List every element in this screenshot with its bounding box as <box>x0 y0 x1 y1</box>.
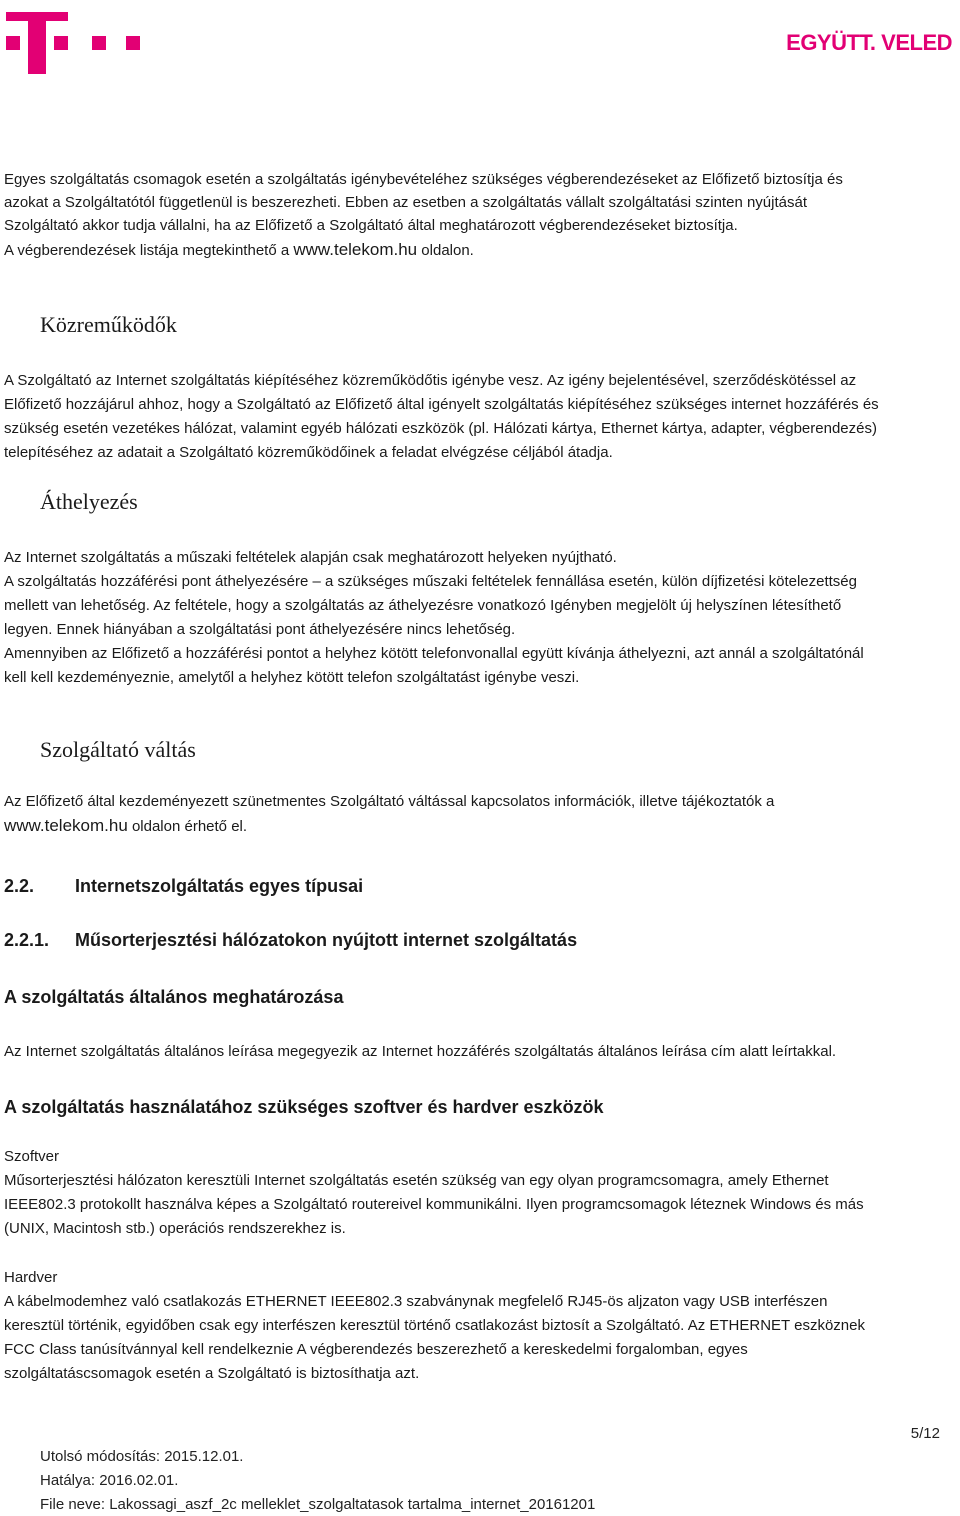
hardver-line-2: keresztül történik, egyidőben csak egy interfészen keresztül történő csatlakozást biztosít a Szolgáltató. Az ETHERNET eszköznek <box>4 1317 865 1334</box>
athelyezes-line-2: A szolgáltatás hozzáférési pont áthelyezésére – a szükséges műszaki feltételek fennállása esetén, külön díjfizetési kötelezettség <box>4 573 857 590</box>
telekom-link-2[interactable]: www.telekom.hu <box>4 816 128 835</box>
slogan: EGYÜTT. VELED <box>786 30 952 55</box>
athelyezes-line-6: kell kell kezdeményeznie, amelytől a helyhez kötött telefon szolgáltatást igénybe veszi. <box>4 669 580 686</box>
hardver-line-3: FCC Class tanúsítvánnyal kell rendelkeznie A végberendezés beszerezhető a kereskedelmi forgalomban, egyes <box>4 1341 748 1358</box>
intro-line-2: azokat a Szolgáltatótól függetlenül is beszerezheti. Ebben az esetben a szolgáltatás vállalt szolgáltatási szinten nyújtását <box>4 194 807 211</box>
szoftver-line-1: Műsorterjesztési hálózaton keresztüli Internet szolgáltatás esetén szükség van egy olyan programcsomagra, amely Ethernet <box>4 1172 829 1189</box>
altalanos-line-1: Az Internet szolgáltatás általános leírása megegyezik az Internet hozzáférés szolgáltatás általános leírása cím alatt leírtakkal. <box>4 1043 837 1060</box>
footer-filename: File neve: Lakossagi_aszf_2c melleklet_szolgaltatasok tartalma_internet_20161201 <box>40 1496 596 1513</box>
valtas-line-1: Az Előfizető által kezdeményezett szünetmentes Szolgáltató váltással kapcsolatos információk, illetve tájékoztatók a <box>4 793 775 810</box>
athelyezes-line-5: Amennyiben az Előfizető a hozzáférési pontot a helyhez kötött telefonvonallal együtt kívánja áthelyezni, azt annál a szolgáltatónál <box>4 645 864 662</box>
kozremukodok-line-4: telepítéséhez az adatait a Szolgáltató közreműködőinek a feladat elvégzése céljából átadja. <box>4 444 613 461</box>
intro-line-4-text: A végberendezések listája megtekinthető a <box>4 242 294 259</box>
eszkozok-heading: A szolgáltatás használatához szükséges szoftver és hardver eszközök <box>4 1097 604 1117</box>
intro-line-4-end: oldalon. <box>417 242 474 259</box>
kozremukodok-line-3: szükség esetén vezetékes hálózat, valamint egyéb hálózati eszközök (pl. Hálózati kártya, Ethernet kártya, adapter, végberendezés) <box>4 420 877 437</box>
szoftver-line-2: IEEE802.3 protokollt használva képes a Szolgáltató routereivel kommunikálni. Ilyen programcsomagok léteznek Windows és más <box>4 1196 864 1213</box>
szoftver-label: Szoftver <box>4 1148 60 1165</box>
section-2-2-title: Internetszolgáltatás egyes típusai <box>75 876 364 896</box>
section-2-2-1-title: Műsorterjesztési hálózatokon nyújtott internet szolgáltatás <box>75 930 578 950</box>
section-2-2-number: 2.2. <box>4 876 35 896</box>
hardver-line-1: A kábelmodemhez való csatlakozás ETHERNET IEEE802.3 szabványnak megfelelő RJ45-ös aljzaton vagy USB interfészen <box>4 1293 828 1310</box>
valtas-line-2 <box>4 816 247 836</box>
hardver-label: Hardver <box>4 1269 58 1286</box>
footer-effective: Hatálya: 2016.02.01. <box>40 1472 179 1489</box>
page-number: 5/12 <box>910 1425 940 1442</box>
athelyezes-line-3: mellett van lehetőség. Az feltétele, hogy a szolgáltatás az áthelyezésre vonatkozó Igényben megjelölt új helyszínen létesíthető <box>4 597 842 614</box>
kozremukodok-line-1: A Szolgáltató az Internet szolgáltatás kiépítéséhez közreműködőtis igénybe vesz. Az igény bejelentésével, szerződéskötéssel az <box>4 372 857 389</box>
intro-line-4 <box>4 240 474 260</box>
valtas-heading: Szolgáltató váltás <box>40 737 196 762</box>
intro-line-1: Egyes szolgáltatás csomagok esetén a szolgáltatás igénybevételéhez szükséges végberendezéseket az Előfizető biztosítja és <box>4 171 843 188</box>
footer-modified: Utolsó módosítás: 2015.12.01. <box>40 1448 244 1465</box>
intro-line-3: Szolgáltató akkor tudja vállalni, ha az Előfizető a Szolgáltató által meghatározott végberendezéseket biztosítja. <box>4 217 738 234</box>
athelyezes-heading: Áthelyezés <box>40 489 138 514</box>
kozremukodok-heading: Közreműködők <box>40 312 177 337</box>
telekom-link[interactable]: www.telekom.hu <box>293 240 418 259</box>
hardver-line-4: szolgáltatáscsomagok esetén a Szolgáltató is biztosíthatja azt. <box>4 1365 420 1382</box>
telekom-logo <box>6 6 140 74</box>
athelyezes-line-4: legyen. Ennek hiányában a szolgáltatási pont áthelyezésére nincs lehetőség. <box>4 621 516 638</box>
szoftver-line-3: (UNIX, Macintosh stb.) operációs rendszerekhez is. <box>4 1220 346 1237</box>
athelyezes-line-1: Az Internet szolgáltatás a műszaki feltételek alapján csak meghatározott helyeken nyújtható. <box>4 549 617 566</box>
section-2-2-1-number: 2.2.1. <box>4 930 50 950</box>
valtas-line-2-text: oldalon érhető el. <box>127 818 248 835</box>
altalanos-heading: A szolgáltatás általános meghatározása <box>4 987 344 1007</box>
kozremukodok-line-2: Előfizető hozzájárul ahhoz, hogy a Szolgáltató az Előfizető által igényelt szolgáltatás kiépítéséhez szükséges internet hozzáférés és <box>4 396 879 413</box>
